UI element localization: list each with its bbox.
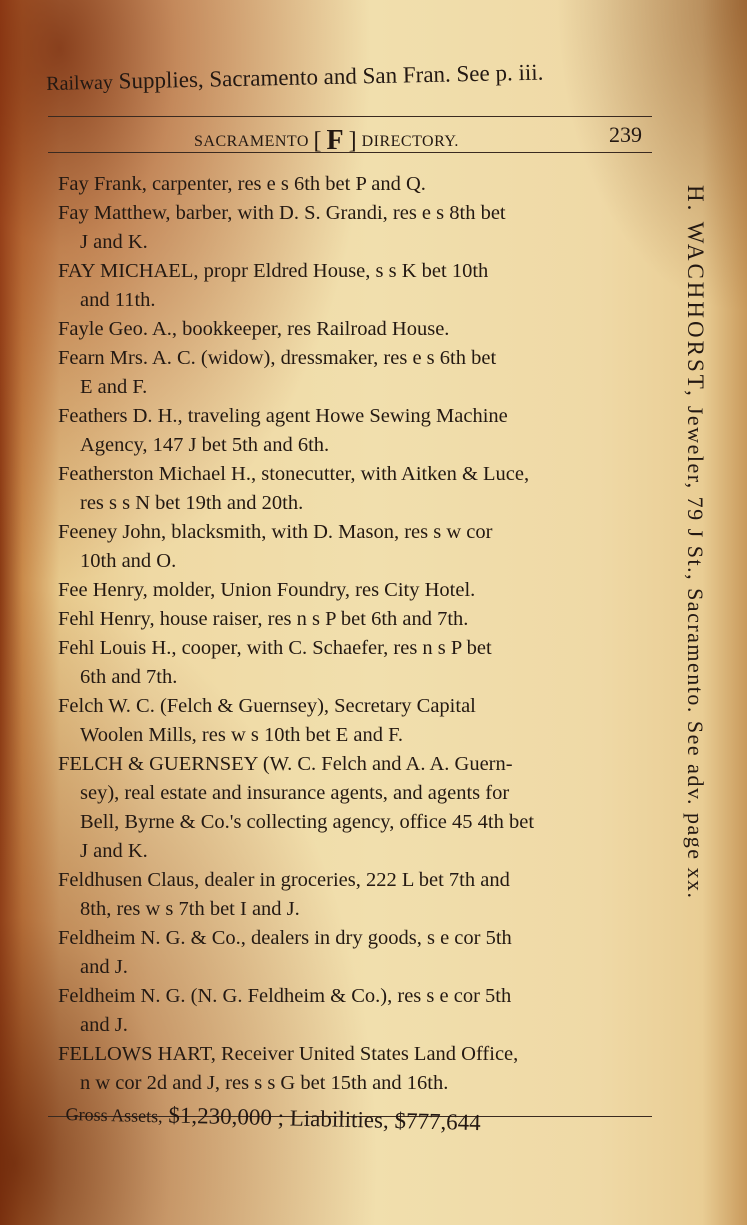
entry-line: Fee Henry, molder, Union Foundry, res City Hotel. [58,579,476,601]
entry-line: Feathers D. H., traveling agent Howe Sewing Machine [58,405,508,427]
section-letter: F [326,125,345,156]
entry-line: Feldheim N. G. & Co., dealers in dry goods, s e cor 5th [58,927,512,949]
directory-entry [58,460,638,518]
directory-entry [58,315,638,344]
bracket-open: [ [313,128,322,154]
side-ad-details: Jeweler, 79 J St., Sacramento. See adv. page xx. [683,398,708,900]
entry-line: Feldheim N. G. (N. G. Feldheim & Co.), res s e cor 5th [58,985,512,1007]
entry-line: FELLOWS HART, Receiver United States Land Office, [58,1043,519,1065]
entry-continuation: n w cor 2d and J, res s s G bet 15th and 16th. [80,1072,449,1094]
side-advertisement [668,185,708,1045]
directory-entry [58,866,638,924]
entry-line: Fearn Mrs. A. C. (widow), dressmaker, res e s 6th bet [58,347,497,369]
directory-entry [58,518,638,576]
directory-entry [58,257,638,315]
entry-continuation: J and K. [80,231,148,253]
page-number: 239 [609,122,642,147]
side-advertisement-text [682,185,708,900]
top-rule [48,116,652,117]
running-head-title [194,122,459,154]
directory-entry [58,576,638,605]
directory-entry [58,402,638,460]
directory-entry [58,982,638,1040]
directory-entry [58,1040,638,1098]
top-advertisement-banner [46,57,686,96]
entry-line: Fayle Geo. A., bookkeeper, res Railroad House. [58,318,450,340]
head-rule [48,152,652,153]
directory-entry [58,170,638,199]
side-ad-name: H. WACHHORST, [683,185,708,399]
bottom-advertisement-banner [65,1100,481,1136]
entry-continuation: and 11th. [80,289,156,311]
entry-continuation: res s s N bet 19th and 20th. [80,492,304,514]
running-head-directory: DIRECTORY. [361,133,459,150]
directory-entry [58,750,638,866]
entry-continuation: 10th and O. [80,550,177,572]
entry-continuation: Agency, 147 J bet 5th and 6th. [80,434,330,456]
top-banner-text: Supplies, Sacramento and San Fran. See p. iii. [118,59,544,94]
directory-entry [58,692,638,750]
directory-entry [58,344,638,402]
entry-line: Felch W. C. (Felch & Guernsey), Secretary Capital [58,695,476,717]
directory-entry [58,924,638,982]
running-head [48,118,652,156]
entry-continuation: and J. [80,1014,128,1036]
running-head-city: SACRAMENTO [194,133,309,150]
directory-entry [58,605,638,634]
directory-entry [58,199,638,257]
entry-continuation: sey), real estate and insurance agents, and agents for [80,782,510,804]
entry-line: Featherston Michael H., stonecutter, with Aitken & Luce, [58,463,530,485]
entry-line: Fay Frank, carpenter, res e s 6th bet P and Q. [58,173,426,195]
entry-continuation: 6th and 7th. [80,666,178,688]
entry-continuation: and J. [80,956,128,978]
entry-line: FAY MICHAEL, propr Eldred House, s s K bet 10th [58,260,489,282]
entry-continuation: Woolen Mills, res w s 10th bet E and F. [80,724,403,746]
entry-line: FELCH & GUERNSEY (W. C. Felch and A. A. Guern- [58,753,513,775]
entry-continuation: 8th, res w s 7th bet I and J. [80,898,300,920]
entry-continuation: J and K. [80,840,148,862]
bottom-banner-lead: Gross Assets, [65,1103,163,1127]
entry-line: Feeney John, blacksmith, with D. Mason, res s w cor [58,521,493,543]
bracket-close: ] [348,128,358,154]
directory-entries [58,170,638,1098]
entry-line: Fehl Louis H., cooper, with C. Schaefer, res n s P bet [58,637,492,659]
entry-continuation: Bell, Byrne & Co.'s collecting agency, office 45 4th bet [80,811,535,833]
directory-entry [58,634,638,692]
entry-line: Fehl Henry, house raiser, res n s P bet 6th and 7th. [58,608,469,630]
top-banner-lead: Railway [46,71,114,95]
entry-line: Feldhusen Claus, dealer in groceries, 222 L bet 7th and [58,869,510,891]
entry-continuation: E and F. [80,376,148,398]
bottom-banner-text: $1,230,000 ; Liabilities, $777,644 [162,1102,482,1136]
entry-line: Fay Matthew, barber, with D. S. Grandi, res e s 8th bet [58,202,506,224]
